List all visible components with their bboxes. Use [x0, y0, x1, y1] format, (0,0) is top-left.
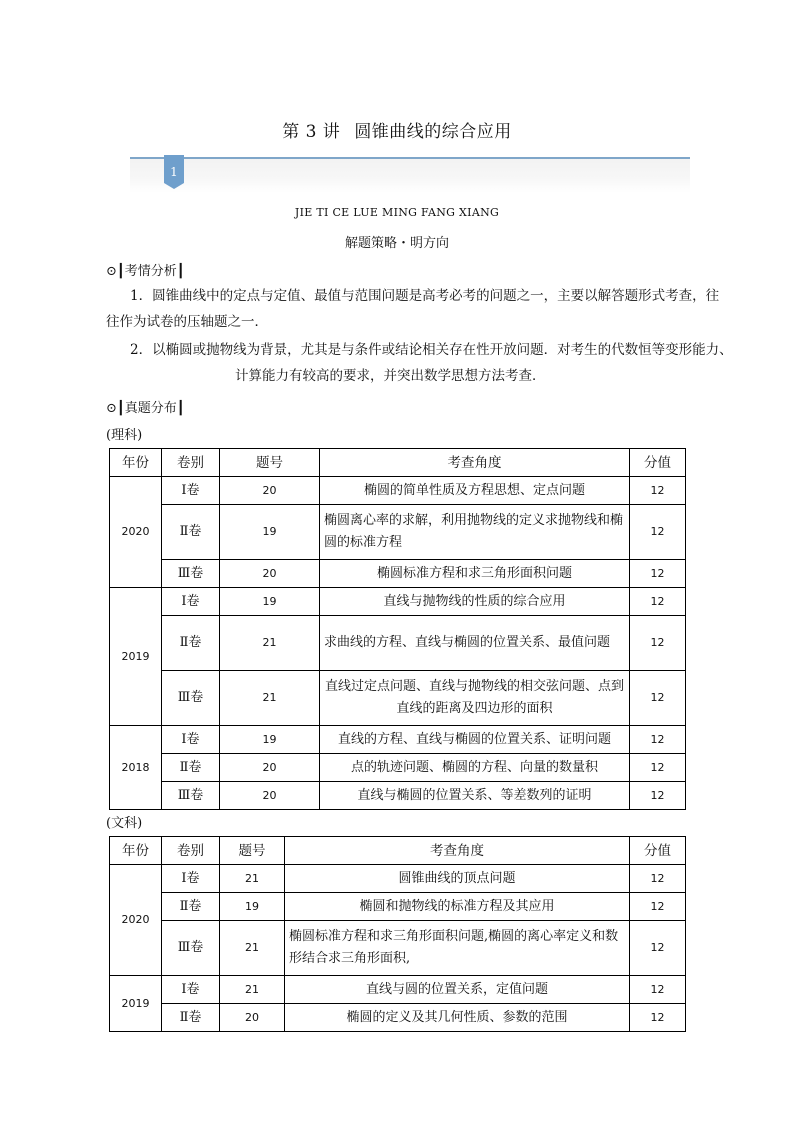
number-cell: 21 — [220, 616, 320, 671]
paper-cell: Ⅲ卷 — [162, 671, 220, 726]
header-question-number: 题号 — [220, 837, 285, 865]
paragraph-2-line-1: 2．以椭圆或抛物线为背景，尤其是与条件或结论相关存在性开放问题．对考生的代数恒等变形能力、 — [130, 342, 733, 358]
exam-table-liberal-arts — [109, 836, 686, 1032]
table-row — [110, 782, 686, 810]
paper-cell: Ⅰ卷 — [162, 976, 220, 1004]
header-paper: 卷别 — [162, 837, 220, 865]
section-heading-distribution: ⊙┃真题分布┃ — [106, 401, 185, 416]
angle-cell: 直线与圆的位置关系，定值问题 — [285, 976, 630, 1004]
angle-cell: 椭圆离心率的求解，利用抛物线的定义求抛物线和椭圆的标准方程 — [320, 505, 630, 560]
table-row — [110, 921, 686, 976]
angle-cell: 椭圆标准方程和求三角形面积问题,椭圆的离心率定义和数形结合求三角形面积, — [285, 921, 630, 976]
table-row — [110, 505, 686, 560]
table-label-science: (理科) — [106, 428, 143, 443]
paper-cell: Ⅱ卷 — [162, 893, 220, 921]
header-angle: 考查角度 — [285, 837, 630, 865]
score-cell: 12 — [630, 1004, 686, 1032]
table-row — [110, 477, 686, 505]
angle-cell: 椭圆的简单性质及方程思想、定点问题 — [320, 477, 630, 505]
paper-cell: Ⅰ卷 — [162, 588, 220, 616]
number-cell: 19 — [220, 893, 285, 921]
banner-rule — [130, 157, 690, 159]
score-cell: 12 — [630, 477, 686, 505]
header-year: 年份 — [110, 449, 162, 477]
year-cell: 2020 — [110, 477, 162, 588]
header-question-number: 题号 — [220, 449, 320, 477]
number-cell: 20 — [220, 754, 320, 782]
header-paper: 卷别 — [162, 449, 220, 477]
year-cell: 2019 — [110, 588, 162, 726]
number-cell: 21 — [220, 976, 285, 1004]
score-cell: 12 — [630, 616, 686, 671]
score-cell: 12 — [630, 754, 686, 782]
number-cell: 20 — [220, 560, 320, 588]
paper-cell: Ⅱ卷 — [162, 1004, 220, 1032]
angle-cell: 直线与抛物线的性质的综合应用 — [320, 588, 630, 616]
table-row — [110, 1004, 686, 1032]
header-angle: 考查角度 — [320, 449, 630, 477]
angle-cell: 椭圆和抛物线的标准方程及其应用 — [285, 893, 630, 921]
section-banner — [130, 157, 690, 193]
header-score: 分值 — [630, 837, 686, 865]
angle-cell: 求曲线的方程、直线与椭圆的位置关系、最值问题 — [320, 616, 630, 671]
table-row — [110, 588, 686, 616]
year-cell: 2019 — [110, 976, 162, 1032]
number-cell: 19 — [220, 588, 320, 616]
table-row — [110, 893, 686, 921]
paper-cell: Ⅲ卷 — [162, 921, 220, 976]
paper-cell: Ⅱ卷 — [162, 754, 220, 782]
year-cell: 2020 — [110, 865, 162, 976]
header-score: 分值 — [630, 449, 686, 477]
subtitle-chinese: 解题策略・明方向 — [344, 236, 449, 251]
table-header-row — [110, 837, 686, 865]
score-cell: 12 — [630, 505, 686, 560]
lecture-number: 第 3 讲 — [282, 122, 341, 142]
section-number-badge — [164, 155, 184, 189]
angle-cell: 直线的方程、直线与椭圆的位置关系、证明问题 — [320, 726, 630, 754]
table-header-row — [110, 449, 686, 477]
number-cell: 21 — [220, 671, 320, 726]
score-cell: 12 — [630, 588, 686, 616]
paper-cell: Ⅱ卷 — [162, 616, 220, 671]
table-label-liberal-arts: (文科) — [106, 816, 143, 831]
angle-cell: 圆锥曲线的顶点问题 — [285, 865, 630, 893]
score-cell: 12 — [630, 726, 686, 754]
score-cell: 12 — [630, 782, 686, 810]
table-row — [110, 976, 686, 1004]
angle-cell: 点的轨迹问题、椭圆的方程、向量的数量积 — [320, 754, 630, 782]
paper-cell: Ⅰ卷 — [162, 865, 220, 893]
number-cell: 20 — [220, 1004, 285, 1032]
number-cell: 19 — [220, 505, 320, 560]
section-heading-analysis: ⊙┃考情分析┃ — [106, 264, 185, 279]
paper-cell: Ⅱ卷 — [162, 505, 220, 560]
number-cell: 21 — [220, 921, 285, 976]
table-row — [110, 865, 686, 893]
paragraph-2-line-2: 计算能力有较高的要求，并突出数学思想方法考查． — [235, 368, 546, 384]
score-cell: 12 — [630, 671, 686, 726]
angle-cell: 直线过定点问题、直线与抛物线的相交弦问题、点到直线的距离及四边形的面积 — [320, 671, 630, 726]
score-cell: 12 — [630, 893, 686, 921]
angle-cell: 直线与椭圆的位置关系、等差数列的证明 — [320, 782, 630, 810]
paper-cell: Ⅲ卷 — [162, 782, 220, 810]
badge-number: 1 — [170, 165, 178, 179]
score-cell: 12 — [630, 560, 686, 588]
score-cell: 12 — [630, 976, 686, 1004]
year-cell: 2018 — [110, 726, 162, 810]
number-cell: 21 — [220, 865, 285, 893]
lecture-topic: 圆锥曲线的综合应用 — [354, 122, 512, 142]
paper-cell: Ⅰ卷 — [162, 477, 220, 505]
subtitle-pinyin: JIE TI CE LUE MING FANG XIANG — [294, 206, 500, 219]
paragraph-1-line-2: 往作为试卷的压轴题之一． — [106, 314, 268, 330]
paper-cell: Ⅲ卷 — [162, 560, 220, 588]
table-row — [110, 616, 686, 671]
header-year: 年份 — [110, 837, 162, 865]
number-cell: 19 — [220, 726, 320, 754]
score-cell: 12 — [630, 865, 686, 893]
table-row — [110, 671, 686, 726]
table-row — [110, 560, 686, 588]
paper-cell: Ⅰ卷 — [162, 726, 220, 754]
number-cell: 20 — [220, 477, 320, 505]
score-cell: 12 — [630, 921, 686, 976]
table-row — [110, 726, 686, 754]
angle-cell: 椭圆标准方程和求三角形面积问题 — [320, 560, 630, 588]
page-title — [0, 117, 794, 142]
angle-cell: 椭圆的定义及其几何性质、参数的范围 — [285, 1004, 630, 1032]
paragraph-1-line-1: 1．圆锥曲线中的定点与定值、最值与范围问题是高考必考的问题之一，主要以解答题形式考查，往 — [130, 288, 720, 304]
table-row — [110, 754, 686, 782]
number-cell: 20 — [220, 782, 320, 810]
exam-table-science — [109, 448, 686, 810]
